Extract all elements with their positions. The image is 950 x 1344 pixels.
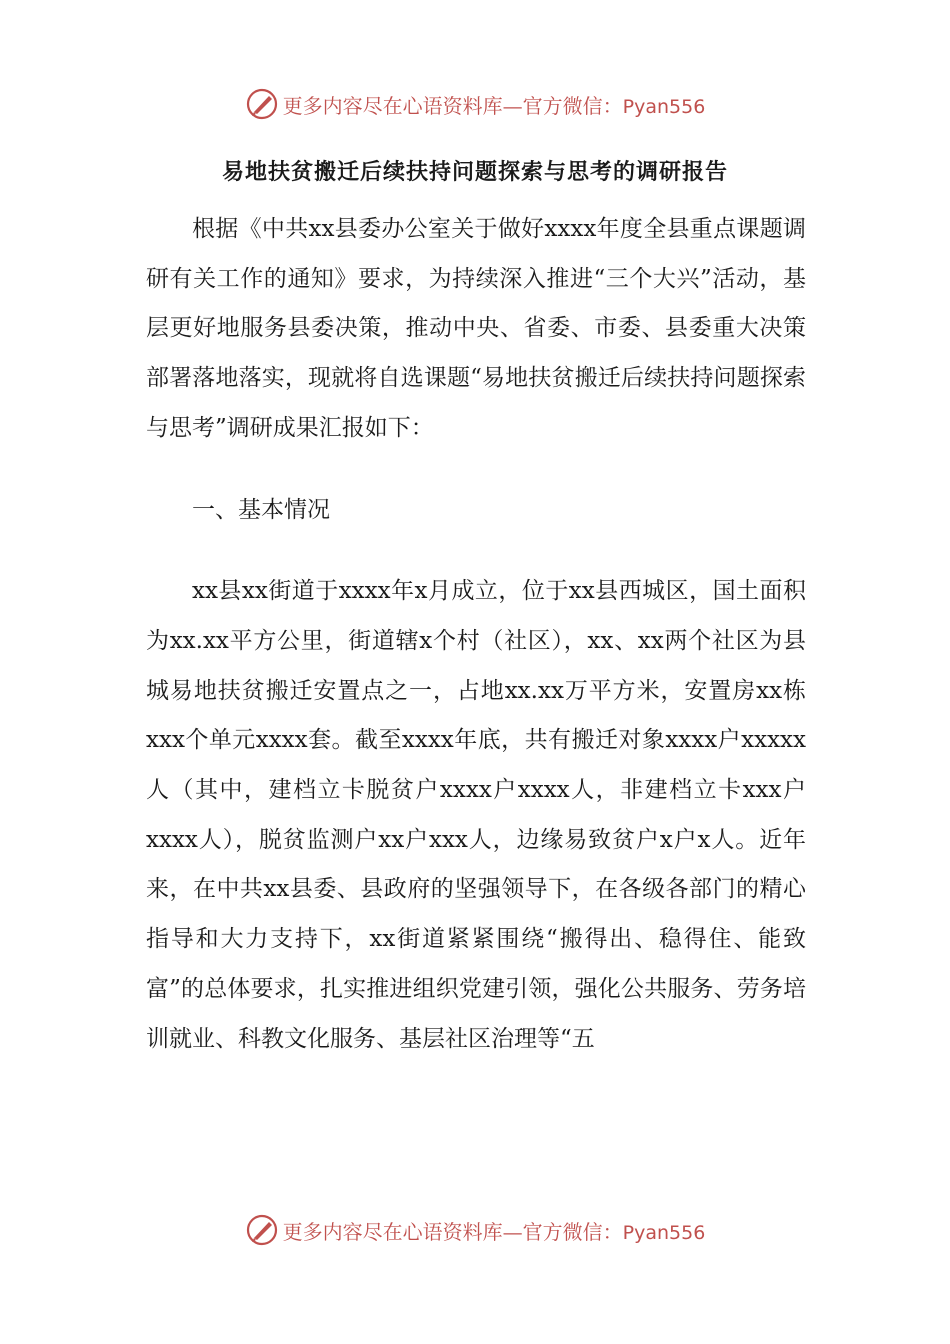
header-banner xyxy=(0,84,950,124)
banner-label: 更多内容尽在心语资料库—官方微信： xyxy=(282,1219,623,1244)
section-paragraph: xx县xx街道于xxxx年x月成立，位于xx县西城区，国土面积为xx.xx平方公里，街道辖x个村（社区），xx、xx两个社区为县城易地扶贫搬迁安置点之一，占地xx.xx万平方米，安置房xx栋xxx个单元xxxx套。截至xxxx年底，共有搬迁对象xxxx户xxxxx人（其中，建档立卡脱贫户xxxx户xxxx人，非建档立卡xxx户xxxx人），脱贫监测户xx户xxx人，边缘易致贫户x户x人。近年来，在中共xx县委、县政府的坚强领导下，在各级各部门的精心指导和大力支持下，xx街道紧紧围绕“搬得出、稳得住、能致富”的总体要求，扎实推进组织党建引领，强化公共服务、劳务培训就业、科教文化服务、基层社区治理等“五 xyxy=(146,578,806,1052)
pen-logo-icon xyxy=(245,1213,279,1247)
banner-wechat-id: Pyan556 xyxy=(622,1221,706,1244)
document-body xyxy=(146,205,806,1064)
intro-paragraph: 根据《中共xx县委办公室关于做好xxxx年度全县重点课题调研有关工作的通知》要求，为持续深入推进“三个大兴”活动，基层更好地服务县委决策，推动中央、省委、市委、县委重大决策部署落地落实，现就将自选课题“易地扶贫搬迁后续扶持问题探索与思考”调研成果汇报如下： xyxy=(146,216,806,441)
banner-text xyxy=(283,1216,706,1245)
document-title: 易地扶贫搬迁后续扶持问题探索与思考的调研报告 xyxy=(221,159,728,185)
banner-text xyxy=(283,90,706,119)
banner-wechat-id: Pyan556 xyxy=(622,95,706,118)
footer-banner xyxy=(0,1210,950,1250)
pen-logo-icon xyxy=(245,87,279,121)
banner-label: 更多内容尽在心语资料库—官方微信： xyxy=(282,93,623,118)
section-heading: 一、基本情况 xyxy=(192,496,330,523)
